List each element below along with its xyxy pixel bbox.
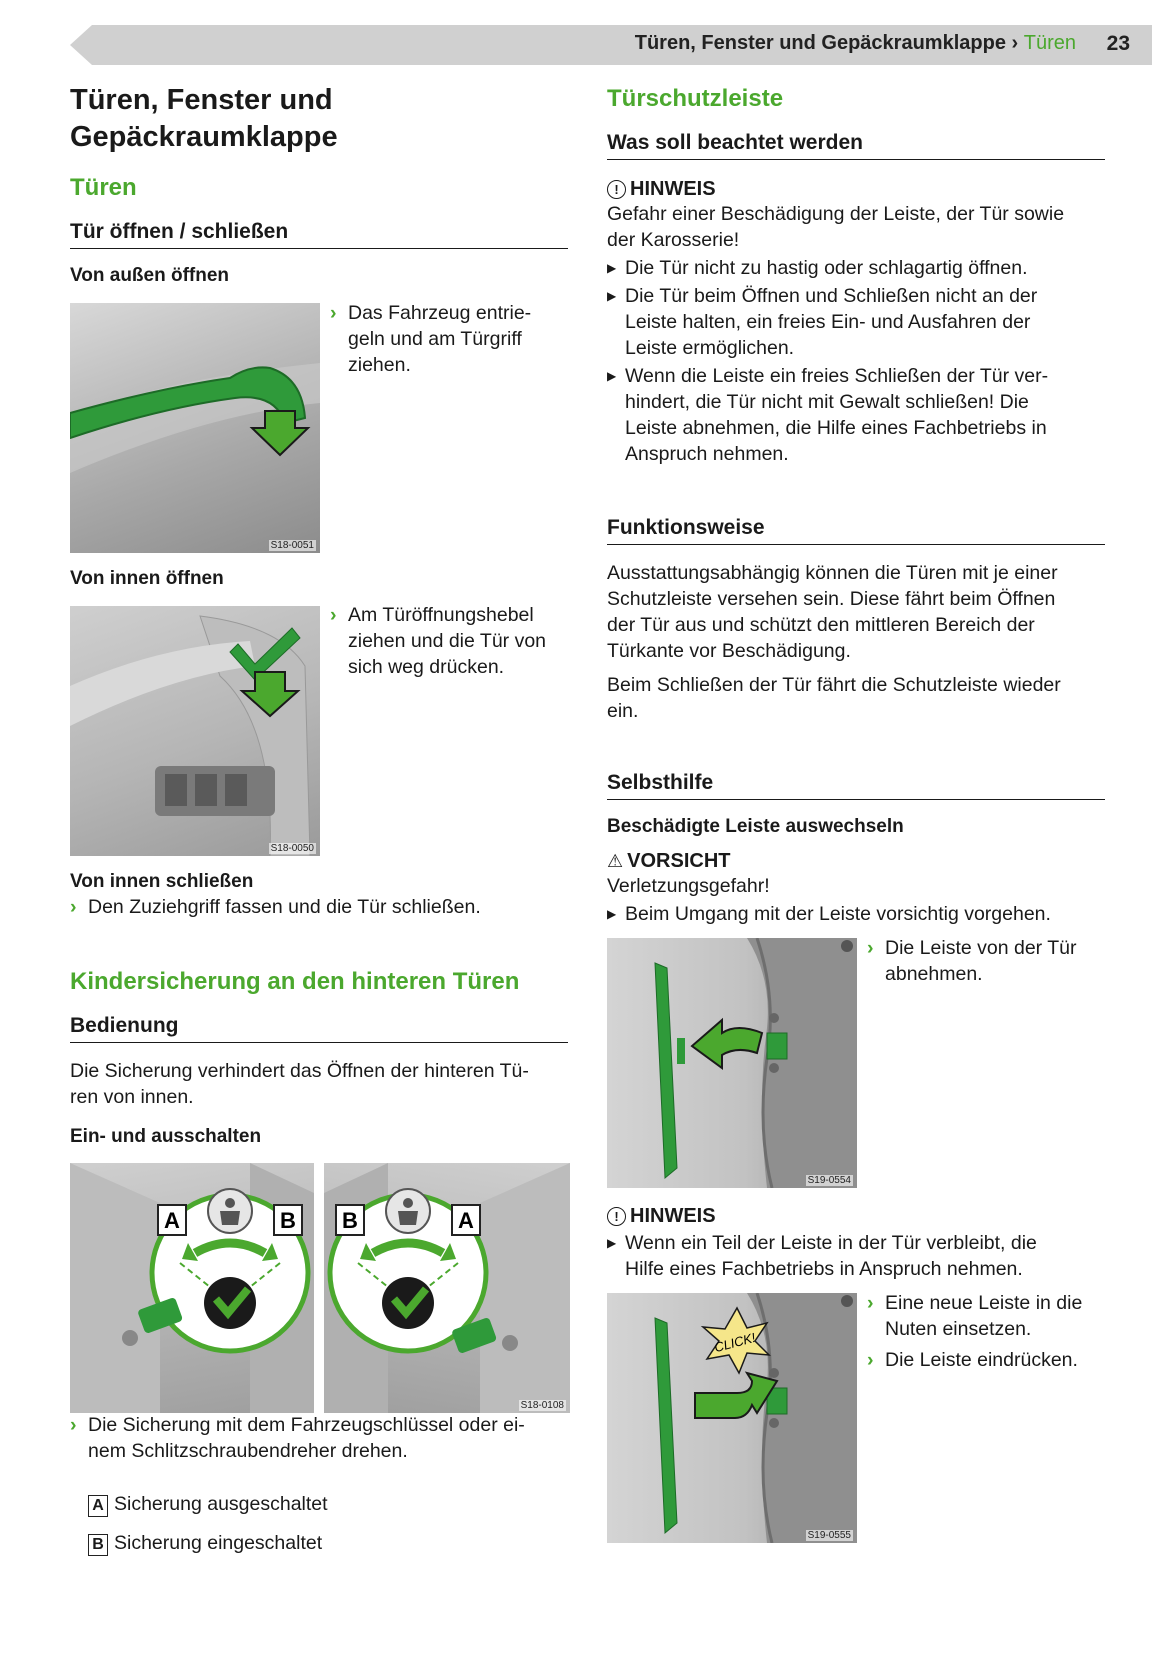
step-text-line: Die Leiste von der Tür bbox=[885, 937, 1077, 959]
legend-b-box: B bbox=[88, 1534, 108, 1556]
step-remove-strip bbox=[867, 935, 1125, 987]
step-text-line: Am Türöffnungshebel bbox=[348, 604, 534, 626]
step-text-line: Die Leiste eindrücken. bbox=[885, 1349, 1078, 1371]
label-a: A bbox=[164, 1208, 180, 1233]
step-text-line: ziehen und die Tür von bbox=[348, 630, 547, 652]
heading-open-inside: Von innen öffnen bbox=[70, 568, 224, 589]
text-line: Leiste abnehmen, die Hilfe eines Fachbetriebs in bbox=[625, 417, 1047, 439]
figure-door-handle-outside bbox=[70, 303, 320, 553]
text-line: Anspruch nehmen. bbox=[625, 443, 789, 465]
text-line: Ausstattungsabhängig können die Türen mit je einer bbox=[607, 562, 1058, 584]
caution-head-text: VORSICHT bbox=[627, 850, 731, 872]
subheading-function: Funktionsweise bbox=[607, 516, 1105, 545]
figure-insert-strip bbox=[607, 1293, 857, 1543]
header-breadcrumb bbox=[635, 32, 1076, 55]
note-bullet bbox=[607, 1230, 1107, 1282]
step-text-line: Nuten einsetzen. bbox=[885, 1318, 1032, 1340]
info-icon: ! bbox=[607, 180, 626, 199]
section-title-doors: Türen bbox=[70, 174, 137, 201]
step-open-inside bbox=[330, 602, 593, 680]
note-block-1 bbox=[607, 178, 1107, 467]
door-handle-illustration bbox=[70, 303, 320, 553]
chapter-title-line1: Türen, Fenster und bbox=[70, 84, 333, 116]
child-lock-illustration-right bbox=[324, 1163, 570, 1413]
text-line: hindert, die Tür nicht mit Gewalt schließen! Die bbox=[625, 391, 1029, 413]
header-separator: › bbox=[1011, 32, 1019, 54]
text-line: ▶ Beim Umgang mit der Leiste vorsichtig vorgehen. bbox=[625, 903, 1051, 925]
page-number: 23 bbox=[1106, 32, 1130, 55]
label-b: B bbox=[280, 1208, 296, 1233]
text-line: Leiste halten, ein freies Ein- und Ausfahren der bbox=[625, 311, 1031, 333]
child-lock-illustration-left bbox=[70, 1163, 314, 1413]
caution-heading bbox=[607, 850, 1107, 873]
text-line: Türkante vor Beschädigung. bbox=[607, 640, 851, 662]
step-text: Den Zuziehgriff fassen und die Tür schließen. bbox=[88, 896, 481, 918]
warning-triangle-icon: ⚠ bbox=[607, 851, 624, 871]
figure-code: S18-0108 bbox=[520, 1400, 564, 1411]
chevron-icon: › bbox=[330, 302, 337, 324]
figure-code: S19-0555 bbox=[807, 1530, 851, 1541]
click-label: CLICK! bbox=[712, 1329, 758, 1356]
door-lever-illustration bbox=[70, 606, 320, 856]
figure-door-lever-inside bbox=[70, 606, 320, 856]
note-bullet bbox=[607, 363, 1107, 467]
step-child-lock bbox=[70, 1412, 598, 1464]
info-icon: ! bbox=[607, 1207, 626, 1226]
chevron-icon: › bbox=[867, 937, 874, 959]
step-press-strip bbox=[867, 1347, 1125, 1373]
text-line: Leiste ermöglichen. bbox=[625, 337, 795, 359]
note-text bbox=[607, 201, 1107, 253]
figure-child-lock-right bbox=[324, 1163, 570, 1413]
text-line: der Tür aus und schützt den mittleren Bereich der bbox=[607, 614, 1035, 636]
text-line: Schutzleiste versehen sein. Diese fährt beim Öffnen bbox=[607, 588, 1056, 610]
note-head-text: HINWEIS bbox=[630, 1205, 716, 1227]
heading-open-outside: Von außen öffnen bbox=[70, 265, 230, 286]
legend-b-text: Sicherung eingeschaltet bbox=[114, 1532, 323, 1554]
heading-on-off: Ein- und ausschalten bbox=[70, 1126, 262, 1147]
section-title-child-lock: Kindersicherung an den hinteren Türen bbox=[70, 968, 520, 995]
remove-strip-illustration bbox=[607, 938, 857, 1188]
text-line: Hilfe eines Fachbetriebs in Anspruch nehmen. bbox=[625, 1258, 1023, 1280]
chapter-title-line2: Gepäckraumklappe bbox=[70, 121, 338, 153]
text-line: Die Sicherung verhindert das Öffnen der hinteren Tü- bbox=[70, 1060, 529, 1082]
text-line: Beim Schließen der Tür fährt die Schutzleiste wieder bbox=[607, 674, 1061, 696]
text-line: ▶ Die Tür nicht zu hastig oder schlagartig öffnen. bbox=[625, 257, 1028, 279]
note-block-2 bbox=[607, 1205, 1107, 1282]
step-text-line: nem Schlitzschraubendreher drehen. bbox=[88, 1440, 408, 1462]
label-b: B bbox=[342, 1208, 358, 1233]
insert-strip-illustration bbox=[607, 1293, 857, 1543]
legend-b bbox=[88, 1530, 322, 1556]
legend-a-text: Sicherung ausgeschaltet bbox=[114, 1493, 328, 1515]
chevron-icon: › bbox=[70, 896, 77, 918]
child-lock-description bbox=[70, 1058, 570, 1110]
label-a: A bbox=[458, 1208, 474, 1233]
function-paragraph-2 bbox=[607, 672, 1107, 724]
chevron-icon: › bbox=[330, 604, 337, 626]
text-line: ein. bbox=[607, 700, 639, 722]
figure-code: S19-0554 bbox=[807, 1175, 851, 1186]
text-line: ▶ Wenn ein Teil der Leiste in der Tür verbleibt, die bbox=[625, 1232, 1037, 1254]
text-line: ren von innen. bbox=[70, 1086, 194, 1108]
text-line: ▶ Die Tür beim Öffnen und Schließen nicht an der bbox=[625, 285, 1038, 307]
note-head-text: HINWEIS bbox=[630, 178, 716, 200]
note-bullet bbox=[607, 283, 1107, 361]
step-text-line: abnehmen. bbox=[885, 963, 983, 985]
chevron-icon: › bbox=[867, 1349, 874, 1371]
caution-text: Verletzungsgefahr! bbox=[607, 875, 770, 897]
section-title-protector: Türschutzleiste bbox=[607, 85, 784, 112]
heading-close-inside: Von innen schließen bbox=[70, 871, 254, 892]
figure-remove-strip bbox=[607, 938, 857, 1188]
text-line: der Karosserie! bbox=[607, 229, 740, 251]
legend-a-box: A bbox=[88, 1495, 108, 1517]
subheading-open-close: Tür öffnen / schließen bbox=[70, 220, 568, 249]
subheading-operation: Bedienung bbox=[70, 1014, 568, 1043]
heading-replace-strip: Beschädigte Leiste auswechseln bbox=[607, 816, 904, 837]
chevron-icon: › bbox=[867, 1292, 874, 1314]
step-text-line: ziehen. bbox=[348, 354, 411, 376]
header-subsection: Türen bbox=[1023, 32, 1076, 54]
step-text-line: Das Fahrzeug entrie- bbox=[348, 302, 532, 324]
header-section: Türen, Fenster und Gepäckraumklappe bbox=[634, 32, 1006, 54]
note-heading bbox=[607, 178, 1107, 201]
note-heading bbox=[607, 1205, 1107, 1228]
caution-block bbox=[607, 850, 1107, 927]
figure-code: S18-0051 bbox=[270, 540, 314, 551]
chevron-icon: › bbox=[70, 1414, 77, 1436]
text-line: ▶ Wenn die Leiste ein freies Schließen der Tür ver- bbox=[625, 365, 1049, 387]
figure-code: S18-0050 bbox=[270, 843, 314, 854]
step-text-line: sich weg drücken. bbox=[348, 656, 505, 678]
subheading-attention: Was soll beachtet werden bbox=[607, 131, 1105, 160]
figure-child-lock-left bbox=[70, 1163, 314, 1413]
legend-a bbox=[88, 1491, 328, 1517]
note-bullet bbox=[607, 255, 1107, 281]
subheading-selfhelp: Selbsthilfe bbox=[607, 771, 1105, 800]
step-text-line: geln und am Türgriff bbox=[348, 328, 522, 350]
step-text-line: Eine neue Leiste in die bbox=[885, 1292, 1083, 1314]
function-paragraph-1 bbox=[607, 560, 1107, 664]
step-close-inside bbox=[70, 894, 588, 920]
step-open-outside bbox=[330, 300, 588, 378]
caution-bullet bbox=[607, 901, 1107, 927]
chapter-title bbox=[70, 82, 338, 156]
text-line: Gefahr einer Beschädigung der Leiste, der Tür sowie bbox=[607, 203, 1065, 225]
step-text-line: Die Sicherung mit dem Fahrzeugschlüssel oder ei- bbox=[88, 1414, 525, 1436]
step-insert-strip bbox=[867, 1290, 1125, 1342]
